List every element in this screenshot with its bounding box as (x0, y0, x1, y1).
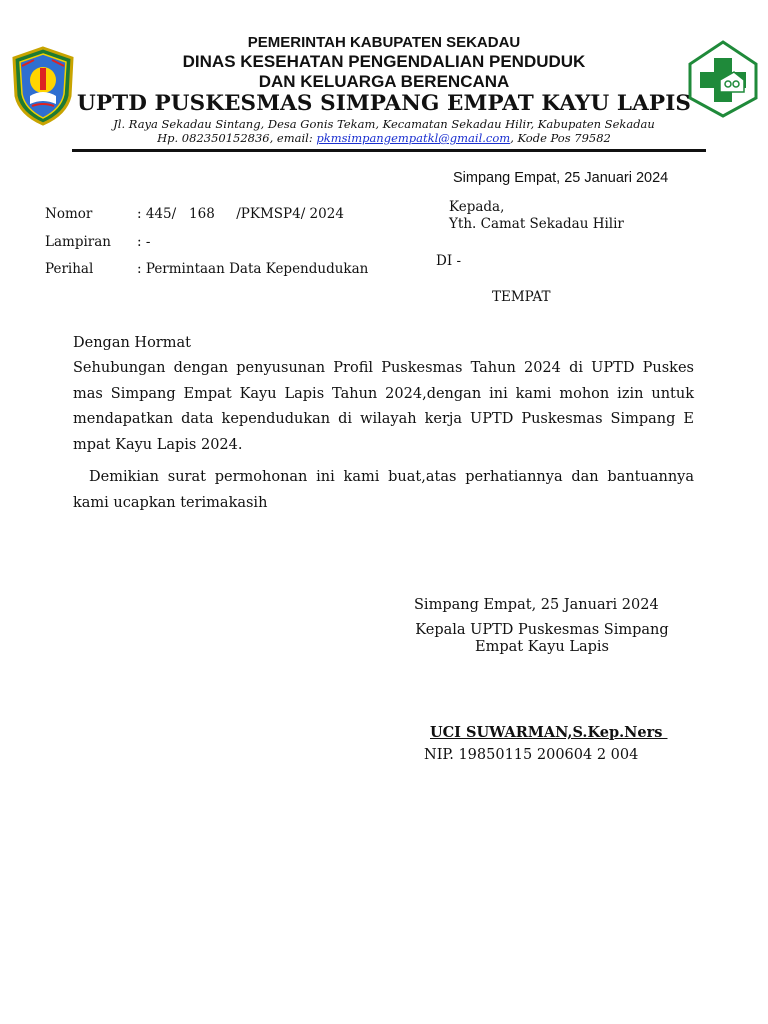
nomor-label: Nomor (45, 206, 93, 222)
letterhead-phone: Hp. 082350152836, email: (157, 131, 317, 145)
letterhead-contact (0, 131, 768, 145)
recipient-name: Yth. Camat Sekadau Hilir (449, 216, 624, 232)
perihal-label: Perihal (45, 261, 94, 277)
body-paragraph-2: Demikian surat permohonan ini kami buat,atas perhatiannya dan bantuannya kami ucapkan terimakasih (73, 469, 694, 511)
letterhead-government: PEMERINTAH KABUPATEN SEKADAU (247, 34, 521, 51)
letterhead-agency-cont: DAN KELUARGA BERENCANA (258, 72, 510, 91)
signature-title-2: Empat Kayu Lapis (475, 639, 609, 655)
greeting: Dengan Hormat (73, 335, 191, 351)
recipient-di: DI - (436, 253, 462, 269)
nomor-value: : 445/ 168 /PKMSP4/ 2024 (137, 206, 344, 222)
lampiran-label: Lampiran (45, 234, 111, 250)
recipient-kepada: Kepada, (449, 199, 505, 215)
lampiran-value: : - (137, 234, 151, 250)
signatory-nip: NIP. 19850115 200604 2 004 (424, 747, 639, 763)
signature-title-1: Kepala UPTD Puskesmas Simpang (415, 622, 669, 638)
recipient-tempat: TEMPAT (492, 289, 551, 305)
perihal-value: : Permintaan Data Kependudukan (137, 261, 369, 277)
signature-place-date: Simpang Empat, 25 Januari 2024 (414, 597, 659, 613)
top-place-date: Simpang Empat, 25 Januari 2024 (453, 170, 669, 186)
letterhead-institution: UPTD PUSKESMAS SIMPANG EMPAT KAYU LAPIS (77, 91, 691, 116)
signatory-name: UCI SUWARMAN,S.Kep.Ners (430, 724, 668, 741)
letterhead-address: Jl. Raya Sekadau Sintang, Desa Gonis Tekam, Kecamatan Sekadau Hilir, Kabupaten Sekadau (113, 117, 655, 131)
letterhead-divider (72, 149, 706, 152)
email-link[interactable]: pkmsimpangempatkl@gmail.com (316, 131, 511, 145)
body-paragraph-1: Sehubungan dengan penyusunan Profil Puskesmas Tahun 2024 di UPTD Puskes mas Simpang Empat Kayu Lapis Tahun 2024,dengan ini kami mohon izin untuk mendapatkan data kependudukan di wilayah kerja UPTD Puskesmas Simpang E mpat Kayu Lapis 2024. (73, 360, 694, 453)
letterhead-postal: , Kode Pos 79582 (510, 131, 611, 145)
letterhead-agency: DINAS KESEHATAN PENGENDALIAN PENDUDUK (182, 52, 586, 71)
